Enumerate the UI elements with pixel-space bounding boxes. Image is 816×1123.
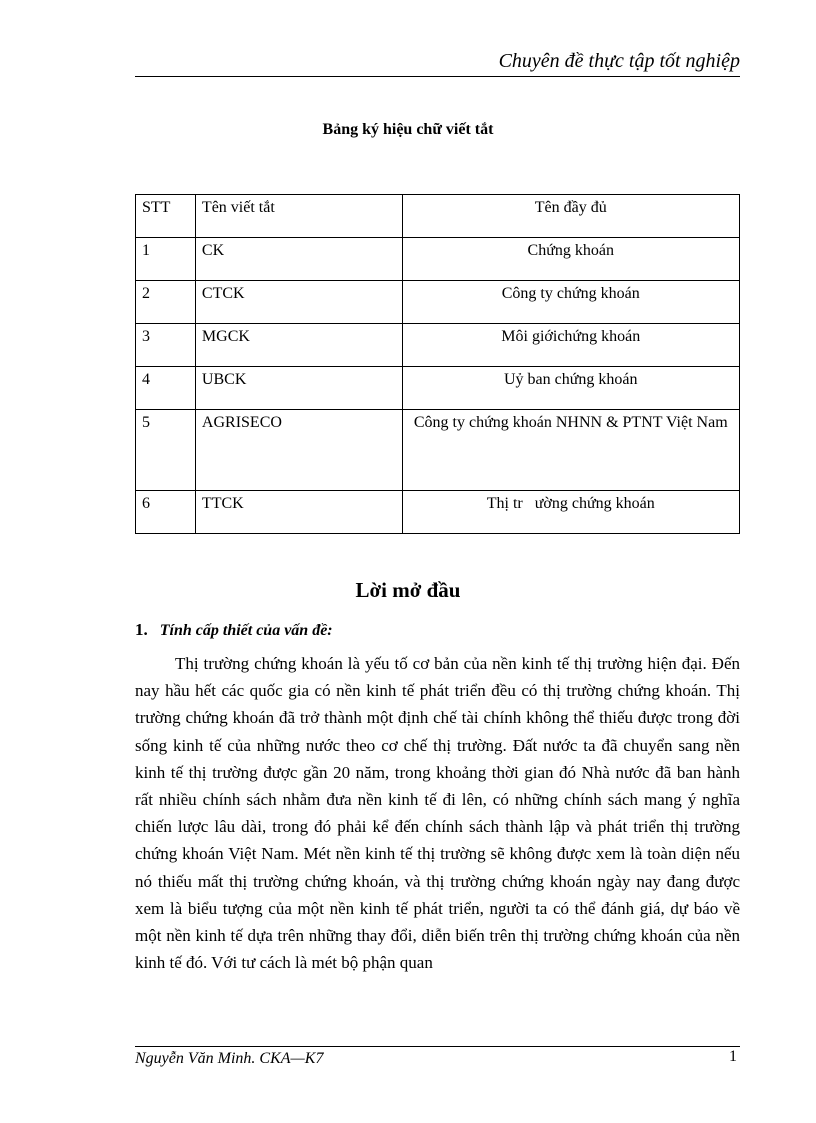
- cell-full-name: Thị tr ường chứng khoán: [402, 491, 739, 534]
- cell-stt: 1: [136, 238, 196, 281]
- footer-divider: [135, 1046, 740, 1047]
- cell-full-name: Công ty chứng khoán NHNN & PTNT Việt Nam: [402, 410, 739, 491]
- cell-abbreviation: CK: [195, 238, 402, 281]
- header-cell-stt: STT: [136, 195, 196, 238]
- subheading-number: 1.: [135, 620, 148, 639]
- header-divider: [135, 76, 740, 77]
- cell-stt: 6: [136, 491, 196, 534]
- table-title: Bảng ký hiệu chữ viết tắt: [322, 121, 494, 138]
- table-row: [136, 410, 740, 491]
- cell-abbreviation: AGRISECO: [195, 410, 402, 491]
- cell-abbreviation: UBCK: [195, 367, 402, 410]
- table-row: [136, 491, 740, 534]
- cell-stt: 3: [136, 324, 196, 367]
- header-cell-abbreviation: Tên viết tắt: [195, 195, 402, 238]
- cell-full-name: Môi giớichứng khoán: [402, 324, 739, 367]
- body-paragraph: Thị trường chứng khoán là yếu tố cơ bản của nền kinh tế thị trường hiện đại. Đến nay hầu hết các quốc gia có nền kinh tế phát triển đều có thị trường chứng khoán. Thị trường chứng khoán đã trở thành một định chế tài chính không thể thiếu được trong đời sống kinh tế của những nước theo cơ chế thị trường. Đất nước ta đã chuyển sang nền kinh tế thị trường được gần 20 năm, trong khoảng thời gian đó Nhà nước đã ban hành rất nhiều chính sách nhằm đưa nền kinh tế đi lên, có những chính sách mang ý nghĩa chiến lược lâu dài, trong đó phải kể đến chính sách thành lập và phát triển thị trường chứng khoán Việt Nam. Mét nền kinh tế thị trường sẽ không được xem là toàn diện nếu nó thiếu mất thị trường chứng khoán, và thị trường chứng khoán ngày nay đang được xem là biểu tượng của một nền kinh tế phát triển, người ta có thể đánh giá, dự báo về một nền kinh tế dựa trên những thay đổi, diễn biến trên thị trường chứng khoán của nền kinh tế đó. Với tư cách là mét bộ phận quan: [135, 654, 740, 973]
- cell-full-name: Chứng khoán: [402, 238, 739, 281]
- cell-full-name: Công ty chứng khoán: [402, 281, 739, 324]
- table-row: [136, 281, 740, 324]
- table-row: [136, 367, 740, 410]
- table-row: [136, 238, 740, 281]
- cell-stt: 5: [136, 410, 196, 491]
- cell-abbreviation: MGCK: [195, 324, 402, 367]
- subheading-text: Tính cấp thiết của vấn đề:: [159, 622, 333, 639]
- abbreviation-table: [135, 194, 740, 534]
- table-row: [136, 324, 740, 367]
- header-cell-full-name: Tên đầy đủ: [402, 195, 739, 238]
- cell-abbreviation: TTCK: [195, 491, 402, 534]
- page-header-title: Chuyên đề thực tập tốt nghiệp: [498, 50, 740, 72]
- cell-stt: 2: [136, 281, 196, 324]
- section-title: Lời mở đầu: [355, 578, 461, 602]
- cell-abbreviation: CTCK: [195, 281, 402, 324]
- cell-stt: 4: [136, 367, 196, 410]
- subheading: [135, 620, 333, 640]
- footer-author: Nguyễn Văn Minh. CKA—K7: [135, 1050, 324, 1067]
- table-header-row: [136, 195, 740, 238]
- page-number: 1: [729, 1048, 737, 1065]
- cell-full-name: Uỷ ban chứng khoán: [402, 367, 739, 410]
